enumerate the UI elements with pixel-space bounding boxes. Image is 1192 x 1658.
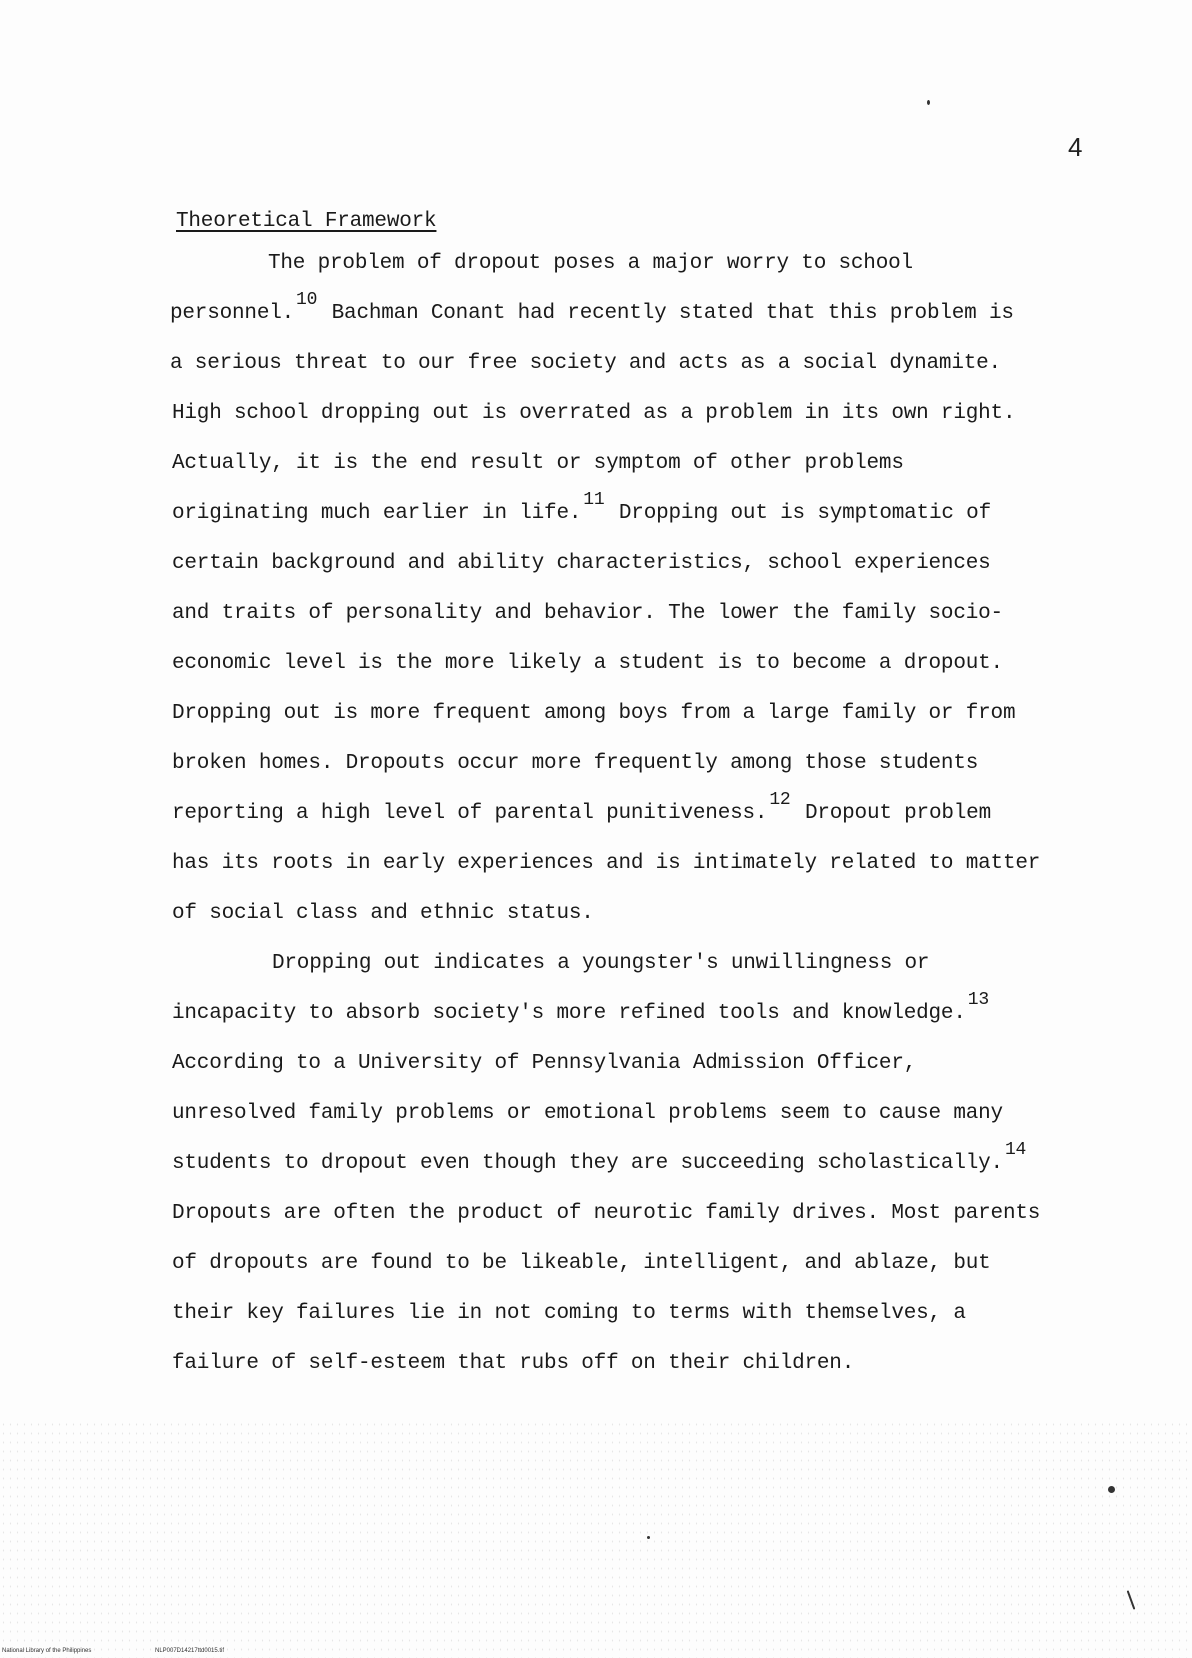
text-line: their key failures lie in not coming to terms with themselves, a xyxy=(172,1302,966,1325)
footnote-ref: 10 xyxy=(296,290,318,310)
text-line: of social class and ethnic status. xyxy=(172,902,594,925)
text-line: broken homes. Dropouts occur more frequently among those students xyxy=(172,752,979,775)
text-line: unresolved family problems or emotional problems seem to cause many xyxy=(172,1102,1003,1125)
scan-noise xyxy=(0,1420,1192,1658)
text-line: of dropouts are found to be likeable, intelligent, and ablaze, but xyxy=(172,1252,991,1275)
text-line: certain background and ability characteristics, school experiences xyxy=(172,552,991,575)
footnote-ref: 14 xyxy=(1004,1140,1027,1160)
scan-speck xyxy=(927,100,930,105)
text-line: Dropouts are often the product of neurotic family drives. Most parents xyxy=(172,1202,1041,1225)
page-number: 4 xyxy=(1068,132,1083,162)
text-line: a serious threat to our free society and acts as a social dynamite. xyxy=(170,352,1001,375)
footer-file: NLP007D14217ttd0015.tif xyxy=(155,1648,225,1654)
footnote-ref: 13 xyxy=(967,990,989,1010)
footer-library: National Library of the Philippines xyxy=(2,1648,92,1654)
text-line: High school dropping out is overrated as a problem in its own right. xyxy=(172,402,1016,425)
text-line: Dropping out is more frequent among boys from a large family or from xyxy=(172,702,1016,725)
text-line: incapacity to absorb society's more refined tools and knowledge.13 xyxy=(172,990,989,1025)
text-line: students to dropout even though they are succeeding scholastically.14 xyxy=(172,1140,1027,1175)
text-line: personnel.10 Bachman Conant had recently stated that this problem is xyxy=(170,290,1014,325)
text-line: reporting a high level of parental punitiveness.12 Dropout problem xyxy=(172,790,991,825)
text-line: Actually, it is the end result or symptom of other problems xyxy=(172,452,904,475)
text-line: According to a University of Pennsylvania Admission Officer, xyxy=(172,1052,917,1075)
text-line: The problem of dropout poses a major worry to school xyxy=(268,252,913,275)
text-line: originating much earlier in life.11 Dropping out is symptomatic of xyxy=(172,490,991,525)
text-line: economic level is the more likely a student is to become a dropout. xyxy=(172,652,1003,675)
scan-speck xyxy=(1108,1486,1115,1493)
text-line: and traits of personality and behavior. The lower the family socio- xyxy=(172,602,1003,625)
scan-speck xyxy=(647,1536,650,1539)
footnote-ref: 11 xyxy=(583,490,605,510)
text-line: Dropping out indicates a youngster's unwillingness or xyxy=(272,952,930,975)
footnote-ref: 12 xyxy=(769,790,791,810)
section-heading: Theoretical Framework xyxy=(176,210,437,233)
text-line: failure of self-esteem that rubs off on their children. xyxy=(172,1352,855,1375)
text-line: has its roots in early experiences and is intimately related to matter xyxy=(172,852,1041,875)
